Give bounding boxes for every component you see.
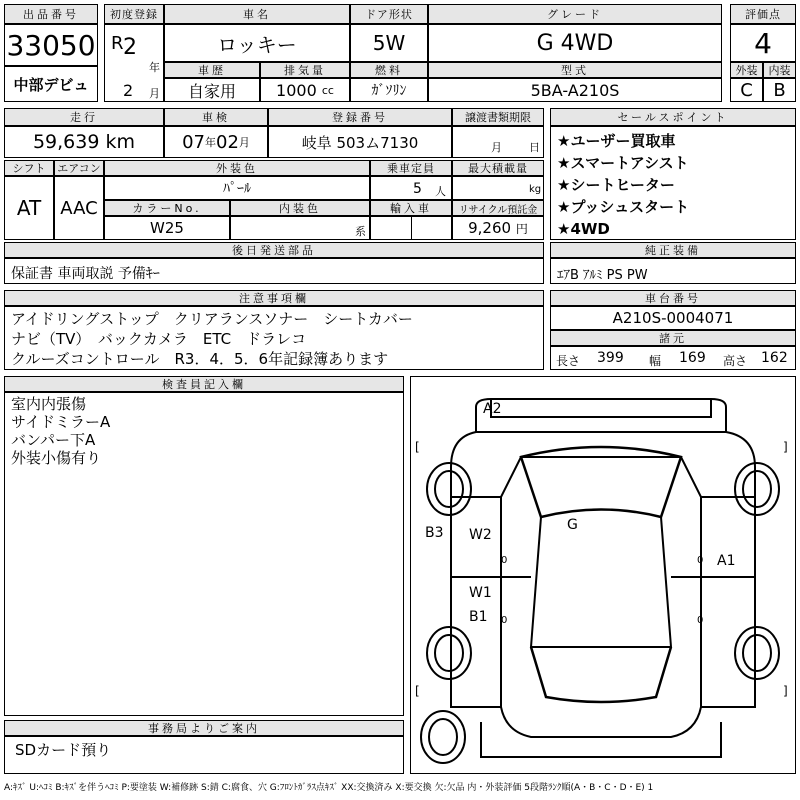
inspector-line: 外装小傷有り bbox=[11, 449, 102, 467]
legend: A:ｷｽﾞ U:ﾍｺﾐ B:ｷｽﾞを伴うﾍｺﾐ P:要塗装 W:補修跡 S:錆 C:腐食、穴 G:ﾌﾛﾝﾄｶﾞﾗｽ点ｷｽﾞ XX:交換済み X:要交換 欠:欠品 内・外装評価 5段階ﾗﾝｸ順(A・B・C・D・E) 1 bbox=[4, 783, 654, 793]
sales-point: ★シートヒーター bbox=[557, 176, 675, 194]
height-label: 高さ bbox=[723, 354, 748, 368]
capacity-value: 5 bbox=[413, 181, 422, 197]
interior-score: B bbox=[763, 78, 796, 102]
interior-header: 内装 bbox=[763, 62, 796, 78]
recycle-header: リサイクル預託金 bbox=[452, 200, 544, 216]
chassis-no: A210S-0004071 bbox=[550, 306, 796, 330]
mark-a1: A1 bbox=[717, 553, 736, 569]
chassis-header: 車台番号 bbox=[550, 290, 796, 306]
rear-window bbox=[531, 647, 671, 702]
fuel-header: 燃料 bbox=[350, 62, 428, 78]
inspection-header: 車検 bbox=[164, 108, 268, 126]
door-header: ドア形状 bbox=[350, 4, 428, 24]
mark-w1: W1 bbox=[469, 585, 492, 601]
height-value: 162 bbox=[761, 350, 788, 366]
mark-b3: B3 bbox=[425, 525, 444, 541]
sales-points bbox=[550, 126, 796, 240]
note-line: クルーズコントロール R3．4．5．6年記録簿あります bbox=[11, 350, 389, 368]
inspection-date: 07 年 02 月 bbox=[164, 126, 268, 158]
recycle: 9,260 円 bbox=[452, 216, 544, 240]
history-header: 車歴 bbox=[164, 62, 260, 78]
ext-color-header: 外装色 bbox=[104, 160, 370, 176]
rear-body bbox=[501, 707, 701, 737]
svg-text:[: [ bbox=[415, 684, 420, 698]
equipment-text: ｴｱB ｱﾙﾐ PS PW bbox=[557, 268, 648, 283]
svg-text:0: 0 bbox=[501, 615, 508, 626]
car-diagram-svg bbox=[411, 377, 795, 773]
int-color-unit: 系 bbox=[355, 225, 366, 238]
color-no: W25 bbox=[104, 216, 230, 240]
sales-point: ★4WD bbox=[557, 220, 610, 238]
sales-header: セールスポイント bbox=[550, 108, 796, 126]
ext-color: ﾊﾟｰﾙ bbox=[104, 176, 370, 200]
svg-text:]: ] bbox=[783, 684, 788, 698]
shift-header: シフト bbox=[4, 160, 54, 176]
dimensions bbox=[550, 346, 796, 370]
length-value: 399 bbox=[597, 350, 624, 366]
capacity-header: 乗車定員 bbox=[370, 160, 452, 176]
rear-bumper bbox=[481, 722, 721, 757]
svg-text:0: 0 bbox=[697, 615, 704, 626]
plate-header: 登録番号 bbox=[268, 108, 452, 126]
width-label: 幅 bbox=[649, 354, 662, 368]
year-unit: 年 bbox=[149, 61, 160, 74]
first-reg-header: 初度登録 bbox=[104, 4, 164, 24]
debut-label: 中部デビュ bbox=[4, 66, 98, 102]
era: R bbox=[111, 33, 124, 54]
car-diagram bbox=[410, 376, 796, 774]
inspector-line: 室内内張傷 bbox=[11, 395, 87, 413]
spec-header: 諸元 bbox=[550, 330, 796, 346]
fuel: ｶﾞｿﾘﾝ bbox=[350, 78, 428, 102]
office-notes bbox=[4, 736, 404, 774]
svg-text:0: 0 bbox=[501, 555, 508, 566]
car-name: ロッキー bbox=[164, 24, 350, 62]
int-color bbox=[230, 216, 370, 240]
transfer-date bbox=[452, 126, 544, 158]
roof bbox=[531, 517, 671, 647]
transfer-day-unit: 日 bbox=[529, 141, 540, 154]
exterior-score: C bbox=[730, 78, 763, 102]
mark-a2: A2 bbox=[483, 401, 502, 417]
score-header: 評価点 bbox=[730, 4, 796, 24]
mark-b1: B1 bbox=[469, 609, 488, 625]
displacement: 1000 cc bbox=[260, 78, 350, 102]
grade-header: グレード bbox=[428, 4, 722, 24]
month-unit: 月 bbox=[149, 87, 160, 100]
later-parts-text: 保証書 車両取説 予備ｷｰ bbox=[11, 266, 160, 282]
inspector-header: 検査員記入欄 bbox=[4, 376, 404, 392]
exterior-header: 外装 bbox=[730, 62, 763, 78]
reg-month: 2 bbox=[123, 81, 134, 100]
model-code-header: 型式 bbox=[428, 62, 722, 78]
later-header: 後日発送部品 bbox=[4, 242, 544, 258]
width-value: 169 bbox=[679, 350, 706, 366]
plate-number: 岐阜 503ム7130 bbox=[268, 126, 452, 158]
equipment bbox=[550, 258, 796, 284]
lot-no: 33050 bbox=[4, 24, 98, 66]
import-value bbox=[370, 216, 452, 240]
ac: AAC bbox=[54, 176, 104, 240]
sales-point: ★スマートアシスト bbox=[557, 154, 689, 172]
import-header: 輸入車 bbox=[370, 200, 452, 216]
inspector-notes bbox=[4, 392, 404, 716]
max-load bbox=[452, 176, 544, 200]
sales-point: ★プッシュスタート bbox=[557, 198, 690, 216]
sales-point: ★ユーザー買取車 bbox=[557, 132, 676, 150]
notes bbox=[4, 306, 544, 370]
note-line: アイドリングストップ クリアランスソナー シートカバー bbox=[11, 310, 413, 328]
ac-header: エアコン bbox=[54, 160, 104, 176]
svg-text:]: ] bbox=[783, 440, 788, 454]
svg-text:[: [ bbox=[415, 440, 420, 454]
front-bumper bbox=[476, 399, 726, 432]
hood bbox=[451, 432, 755, 497]
notes-header: 注意事項欄 bbox=[4, 290, 544, 306]
max-load-header: 最大積載量 bbox=[452, 160, 544, 176]
reg-year: 2 bbox=[123, 35, 137, 60]
first-reg-box bbox=[104, 24, 164, 102]
svg-text:0: 0 bbox=[697, 555, 704, 566]
grade: G 4WD bbox=[428, 24, 722, 62]
mark-g: G bbox=[567, 517, 578, 533]
model-code: 5BA-A210S bbox=[428, 78, 722, 102]
capacity bbox=[370, 176, 452, 200]
mileage-header: 走行 bbox=[4, 108, 164, 126]
inspector-line: バンパー下A bbox=[11, 431, 96, 449]
inspector-line: サイドミラーA bbox=[11, 413, 111, 431]
lot-no-header: 出品番号 bbox=[4, 4, 98, 24]
transfer-header: 譲渡書類期限 bbox=[452, 108, 544, 126]
history: 自家用 bbox=[164, 78, 260, 102]
mark-w2: W2 bbox=[469, 527, 492, 543]
later-parts bbox=[4, 258, 544, 284]
note-line: ナビ（TV） バックカメラ ETC ドラレコ bbox=[11, 330, 307, 348]
equip-header: 純正装備 bbox=[550, 242, 796, 258]
door-type: 5W bbox=[350, 24, 428, 62]
max-load-unit: kg bbox=[529, 184, 542, 195]
color-no-header: カラーNo. bbox=[104, 200, 230, 216]
mileage: 59,639 km bbox=[4, 126, 164, 158]
score: 4 bbox=[730, 24, 796, 62]
car-name-header: 車名 bbox=[164, 4, 350, 24]
int-color-header: 内装色 bbox=[230, 200, 370, 216]
length-label: 長さ bbox=[556, 354, 581, 368]
capacity-unit: 人 bbox=[435, 185, 446, 198]
displacement-header: 排気量 bbox=[260, 62, 350, 78]
shift: AT bbox=[4, 176, 54, 240]
office-text: SDカード預り bbox=[15, 741, 112, 759]
office-header: 事務局よりご案内 bbox=[4, 720, 404, 736]
transfer-month-unit: 月 bbox=[491, 141, 502, 154]
